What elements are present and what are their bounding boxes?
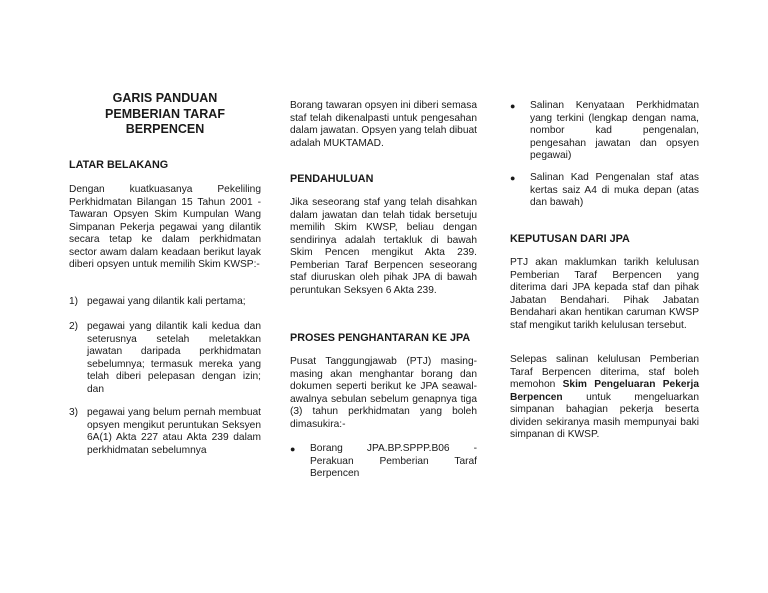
- title-line-2: PEMBERIAN TARAF: [105, 106, 225, 121]
- bullet-icon: ●: [510, 101, 516, 111]
- keputusan-paragraph-1: PTJ akan maklumkan tarikh kelulusan Pemberian Taraf Berpencen yang diterima dari JPA kepada staf dan pihak Jabatan Bendahari. Pihak Jabatan Bendahari akan hentikan caruman KWSP staf mengikut tarikh kelulusan tersebut.: [510, 257, 699, 331]
- list-text: Salinan Kenyataan Perkhidmatan yang terkini (lengkap dengan nama, nombor kad pengenalan, pengesahan jawatan dan opsyen pegawai): [530, 100, 699, 161]
- para-text: Selepas salinan kelulusan Pemberian Taraf Berpencen diterima, staf boleh memohon: [510, 354, 699, 390]
- list-text: Borang JPA.BP.SPPP.B06 - Perakuan Pemberian Taraf Berpencen: [310, 443, 477, 479]
- title-line-3: BERPENCEN: [125, 122, 205, 136]
- list-number: 3): [69, 407, 79, 418]
- heading-proses-penghantaran: PROSES PENGHANTARAN KE JPA: [290, 332, 471, 344]
- bullet-icon: ●: [290, 444, 296, 454]
- list-number: 2): [69, 321, 79, 332]
- proses-paragraph: Pusat Tanggungjawab (PTJ) masing-masing akan menghantar borang dan dokumen seperti berikut ke JPA seawal-awalnya sebulan sebelum genapnya tiga (3) tahun perkhidmatan yang boleh dimasukira:-: [290, 356, 477, 430]
- heading-keputusan-jpa: KEPUTUSAN DARI JPA: [510, 233, 630, 245]
- heading-latar-belakang: LATAR BELAKANG: [69, 159, 169, 171]
- opsyen-intro-paragraph: Borang tawaran opsyen ini diberi semasa staf telah dikenalpasti untuk pengesahan dalam jawatan. Opsyen yang telah dibuat adalah MUKTAMAD.: [290, 100, 477, 149]
- list-text: pegawai yang dilantik kali pertama;: [87, 296, 246, 307]
- skim-name: Skim Pengeluaran Pekerja Berpencen: [510, 379, 699, 403]
- para-text: untuk mengeluarkan simpanan bahagian pekerja beserta dividen sekiranya masih mempunyai baki simpanan di KWSP.: [510, 391, 699, 440]
- list-item: [290, 443, 477, 481]
- list-item: [510, 100, 699, 163]
- list-item: [510, 172, 699, 210]
- heading-pendahuluan: PENDAHULUAN: [290, 173, 374, 185]
- list-item: [69, 321, 261, 396]
- document-title: [69, 91, 261, 138]
- pendahuluan-paragraph: Jika seseorang staf yang telah disahkan dalam jawatan dan telah tidak bersetuju memilih Skim KWSP, beliau dengan sendirinya adalah tertakluk di bawah Skim Pencen mengikut Akta 239. Pemberian Taraf Berpencen seseorang staf diuruskan oleh pihak JPA di bawah peruntukan Seksyen 6 Akta 239.: [290, 197, 477, 296]
- list-item: [69, 407, 261, 457]
- list-text: Salinan Kad Pengenalan staf atas kertas saiz A4 di muka depan (atas dan bawah): [530, 172, 699, 208]
- title-line-1: GARIS PANDUAN: [112, 91, 218, 105]
- bullet-icon: ●: [510, 173, 516, 183]
- list-number: 1): [69, 296, 79, 307]
- latar-belakang-paragraph: Dengan kuatkuasanya Pekeliling Perkhidmatan Bilangan 15 Tahun 2001 - Tawaran Opsyen Skim Kumpulan Wang Simpanan Pekerja pegawai yang dilantik secara tetap ke dalam perkhidmatan sector awam dalam keadaan berikut layak diberi opsyen untuk memilih Skim KWSP:-: [69, 184, 261, 270]
- list-text: pegawai yang belum pernah membuat opsyen mengikut peruntukan Seksyen 6A(1) Akta 227 atau Akta 239 dalam perkhidmatan sebelumnya: [87, 407, 261, 456]
- keputusan-paragraph-2: [510, 354, 699, 442]
- list-text: pegawai yang dilantik kali kedua dan seterusnya setelah meletakkan jawatan daripada perkhidmatan sebelumnya; termasuk mereka yang telah diberi pelepasan dengan izin; dan: [87, 321, 261, 395]
- list-item: [69, 296, 261, 309]
